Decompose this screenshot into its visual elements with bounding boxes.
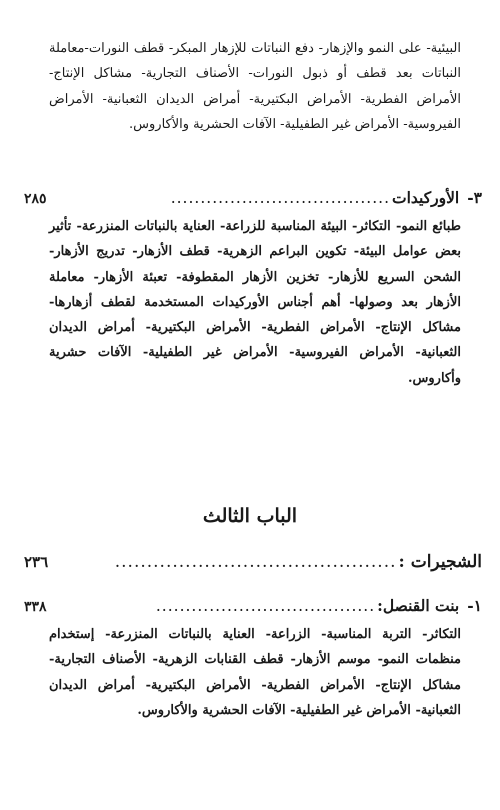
dot-leader: ..................................... bbox=[170, 189, 391, 207]
entry-number: ١- bbox=[467, 596, 482, 615]
entry-topics-continued: البيئية- على النمو والإزهار- دفع النباتات للإزهار المبكر- قطف النورات-معاملة النباتات بعد قطف أو ذبول النورات- الأصناف التجارية- مشاكل الإنتاج- الأمراض الفطرية- الأمراض البكتيرية- أمراض الديدان الثعبانية- الأمراض الفيروسية- الأمراض غير الطفيلية- الآفات الحشرية والأكاروس. bbox=[49, 41, 461, 132]
chapter-title: الباب الثالث bbox=[202, 505, 298, 527]
toc-entry-orchids bbox=[24, 188, 482, 212]
section-page-number: ٢٣٦ bbox=[24, 553, 49, 571]
entry-number: ٣- bbox=[467, 188, 482, 207]
section-title: الشجيرات : bbox=[398, 552, 482, 572]
entry-page-number: ٣٣٨ bbox=[24, 599, 47, 615]
entry-title: بنت القنصل: bbox=[377, 596, 460, 615]
toc-section-shrubs bbox=[24, 552, 482, 578]
toc-entry-poinsettia bbox=[24, 596, 482, 620]
entry-topics-poinsettia: التكاثر- التربة المناسبة- الزراعة- العناية بالنباتات المنزرعة- إستخدام منظمات النمو- موسم الأزهار- قطف القنابات الزهرية- الأصناف التجارية- مشاكل الإنتاج- الأمراض الفطرية- الأمراض البكتيرية- أمراض الديدان الثعبانية- الأمراض غير الطفيلية- الآفات الحشرية والأكاروس. bbox=[49, 627, 461, 718]
entry-title: الأوركيدات bbox=[392, 188, 460, 207]
dot-leader: ............................................ bbox=[114, 552, 397, 572]
entry-topics-orchids: طبائع النمو- التكاثر- البيئة المناسبة للزراعة- العناية بالنباتات المنزرعة- تأثير بعض عوامل البيئة- تكوين البراعم الزهرية- قطف الأزهار- تدريج الأزهار- الشحن السريع للأزهار- تخزين الأزهار المقطوفة- تعبئة الأزهار- معاملة الأزهار بعد وصولها- أهم أجناس الأوركيدات المستخدمة لقطف أزهارها- مشاكل الإنتاج- الأمراض الفطرية- الأمراض البكتيرية- أمراض الديدان الثعبانية- الأمراض الفيروسية- الأمراض غير الطفيلية- الآفات حشرية وأكاروس. bbox=[49, 219, 461, 386]
entry-page-number: ٢٨٥ bbox=[24, 191, 47, 207]
dot-leader: ..................................... bbox=[155, 597, 376, 615]
